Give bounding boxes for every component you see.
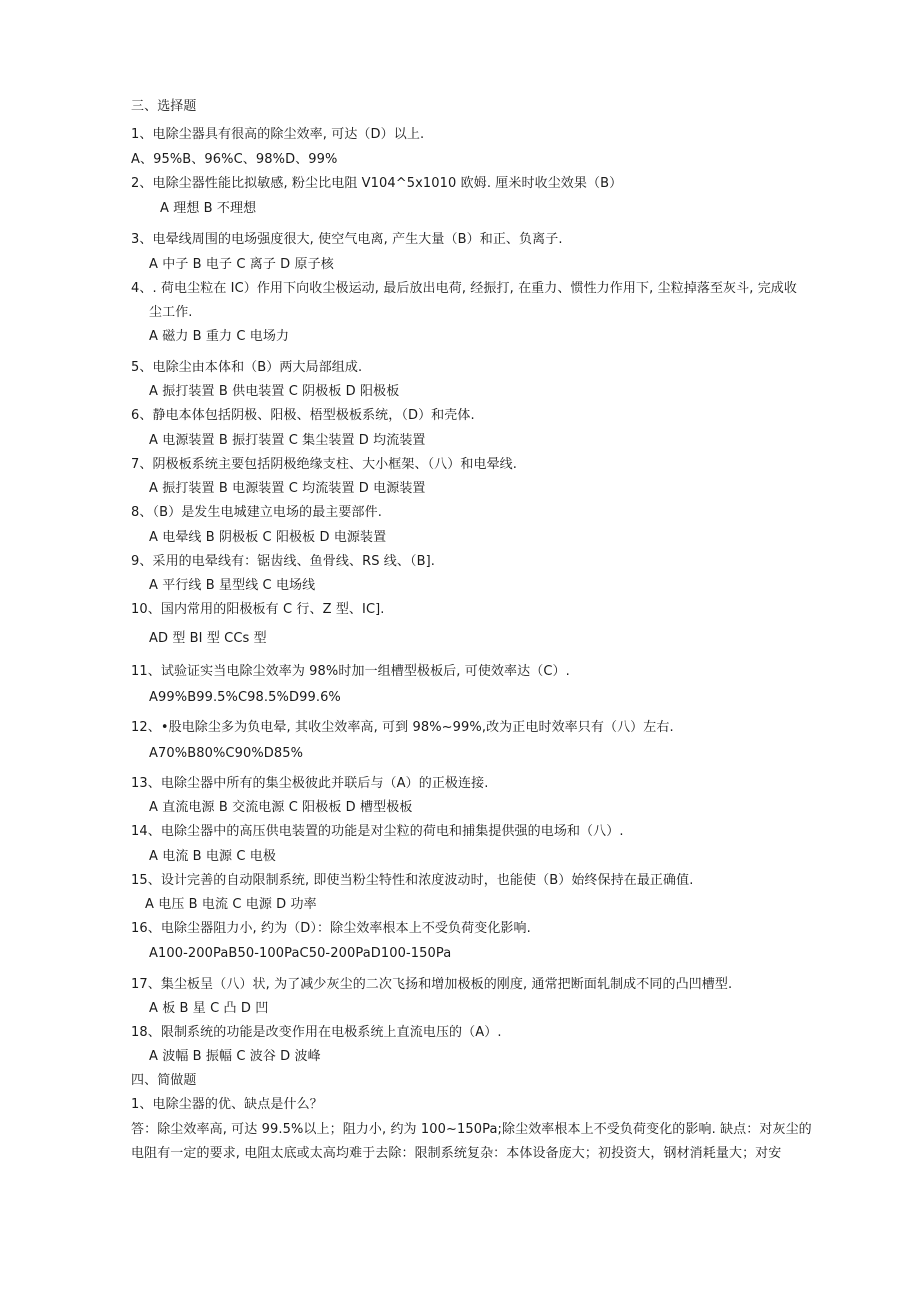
question-12: 12、•股电除尘多为负电晕, 其收尘效率高, 可到 98%~99%,改为正电时效率只有（八）左右. xyxy=(131,720,674,735)
question-14-options: A 电流 B 电源 C 电极 xyxy=(149,849,276,864)
question-3: 3、电晕线周围的电场强度很大, 使空气电离, 产生大量（B）和正、负离子. xyxy=(131,232,563,247)
question-17: 17、集尘板呈（八）状, 为了减少灰尘的二次飞扬和增加极板的刚度, 通常把断面轧制成不同的凸凹槽型. xyxy=(131,977,733,992)
short-answer-1-line-1: 答：除尘效率高, 可达 99.5%以上；阻力小, 约为 100~150Pa;除尘效率根本上不受负荷变化的影响. 缺点：对灰尘的 xyxy=(131,1122,812,1137)
question-11-options: A99%B99.5%C98.5%D99.6% xyxy=(149,690,341,705)
question-8: 8、（B）是发生电城建立电场的最主要部件. xyxy=(131,505,382,520)
question-5: 5、电除尘由本体和（B）两大局部组成. xyxy=(131,360,363,375)
question-14: 14、电除尘器中的高压供电装置的功能是对尘粒的荷电和捕集提供强的电场和（八）. xyxy=(131,824,624,839)
question-8-options: A 电晕线 B 阴极板 C 阳极板 D 电源装置 xyxy=(149,530,387,545)
question-4-options: A 磁力 B 重力 C 电场力 xyxy=(149,329,290,344)
short-answer-1-line-2: 电阻有一定的要求, 电阻太底或太高均难于去除：限制系统复杂：本体设备庞大；初投资大，钢材消耗量大；对安 xyxy=(131,1146,782,1161)
question-11: 11、试验证实当电除尘效率为 98%时加一组槽型极板后, 可使效率达（C）. xyxy=(131,664,570,679)
question-1: 1、电除尘器具有很高的除尘效率, 可达（D）以上. xyxy=(131,127,425,142)
question-9-options: A 平行线 B 星型线 C 电场线 xyxy=(149,578,316,593)
question-3-options: A 中子 B 电子 C 离子 D 原子核 xyxy=(149,257,334,272)
question-15-options: A 电压 B 电流 C 电源 D 功率 xyxy=(145,897,317,912)
question-18: 18、限制系统的功能是改变作用在电极系统上直流电压的（A）. xyxy=(131,1025,502,1040)
question-10-options: AD 型 BI 型 CCs 型 xyxy=(149,631,267,646)
question-17-options: A 板 B 星 C 凸 D 凹 xyxy=(149,1001,269,1016)
question-1-options: A、95%B、96%C、98%D、99% xyxy=(131,152,338,167)
question-4: 4、. 荷电尘粒在 IC）作用下向收尘极运动, 最后放出电荷, 经振打, 在重力、惯性力作用下, 尘粒掉落至灰斗, 完成收 xyxy=(131,281,798,296)
question-6-options: A 电源装置 B 振打装置 C 集尘装置 D 均流装置 xyxy=(149,433,426,448)
question-7-options: A 振打装置 B 电源装置 C 均流装置 D 电源装置 xyxy=(149,481,426,496)
question-13: 13、电除尘器中所有的集尘极彼此并联后与（A）的正极连接. xyxy=(131,776,489,791)
question-13-options: A 直流电源 B 交流电源 C 阳极板 D 槽型极板 xyxy=(149,800,413,815)
question-7: 7、阴极板系统主要包括阴极绝缘支柱、大小框架、（八）和电晕线. xyxy=(131,457,518,472)
question-16-options: A100-200PaB50-100PaC50-200PaD100-150Pa xyxy=(149,946,452,961)
question-4-continued: 尘工作. xyxy=(149,305,193,320)
section-title-choice: 三、选择题 xyxy=(131,99,197,114)
question-2-options: A 理想 B 不理想 xyxy=(160,201,257,216)
question-6: 6、静电本体包括阴极、阳极、梧型极板系统，（D）和壳体. xyxy=(131,408,475,423)
question-18-options: A 波幅 B 振幅 C 波谷 D 波峰 xyxy=(149,1049,321,1064)
question-5-options: A 振打装置 B 供电装置 C 阴极板 D 阳极板 xyxy=(149,384,400,399)
question-16: 16、电除尘器阻力小, 约为（D）：除尘效率根本上不受负荷变化影响. xyxy=(131,921,531,936)
question-15: 15、设计完善的自动限制系统, 即使当粉尘特性和浓度波动时，也能使（B）始终保持在最正确值. xyxy=(131,873,694,888)
section-title-short-answer: 四、简做题 xyxy=(131,1073,197,1088)
question-12-options: A70%B80%C90%D85% xyxy=(149,746,304,761)
question-10: 10、国内常用的阳极板有 C 行、Z 型、IC]. xyxy=(131,602,385,617)
short-answer-question-1: 1、电除尘器的优、缺点是什么？ xyxy=(131,1097,323,1112)
question-9: 9、采用的电晕线有：锯齿线、鱼骨线、RS 线、（B]. xyxy=(131,554,436,569)
question-2: 2、电除尘器性能比拟敏感, 粉尘比电阻 V104^5x1010 欧姆. 厘米时收尘效果（B） xyxy=(131,176,623,191)
